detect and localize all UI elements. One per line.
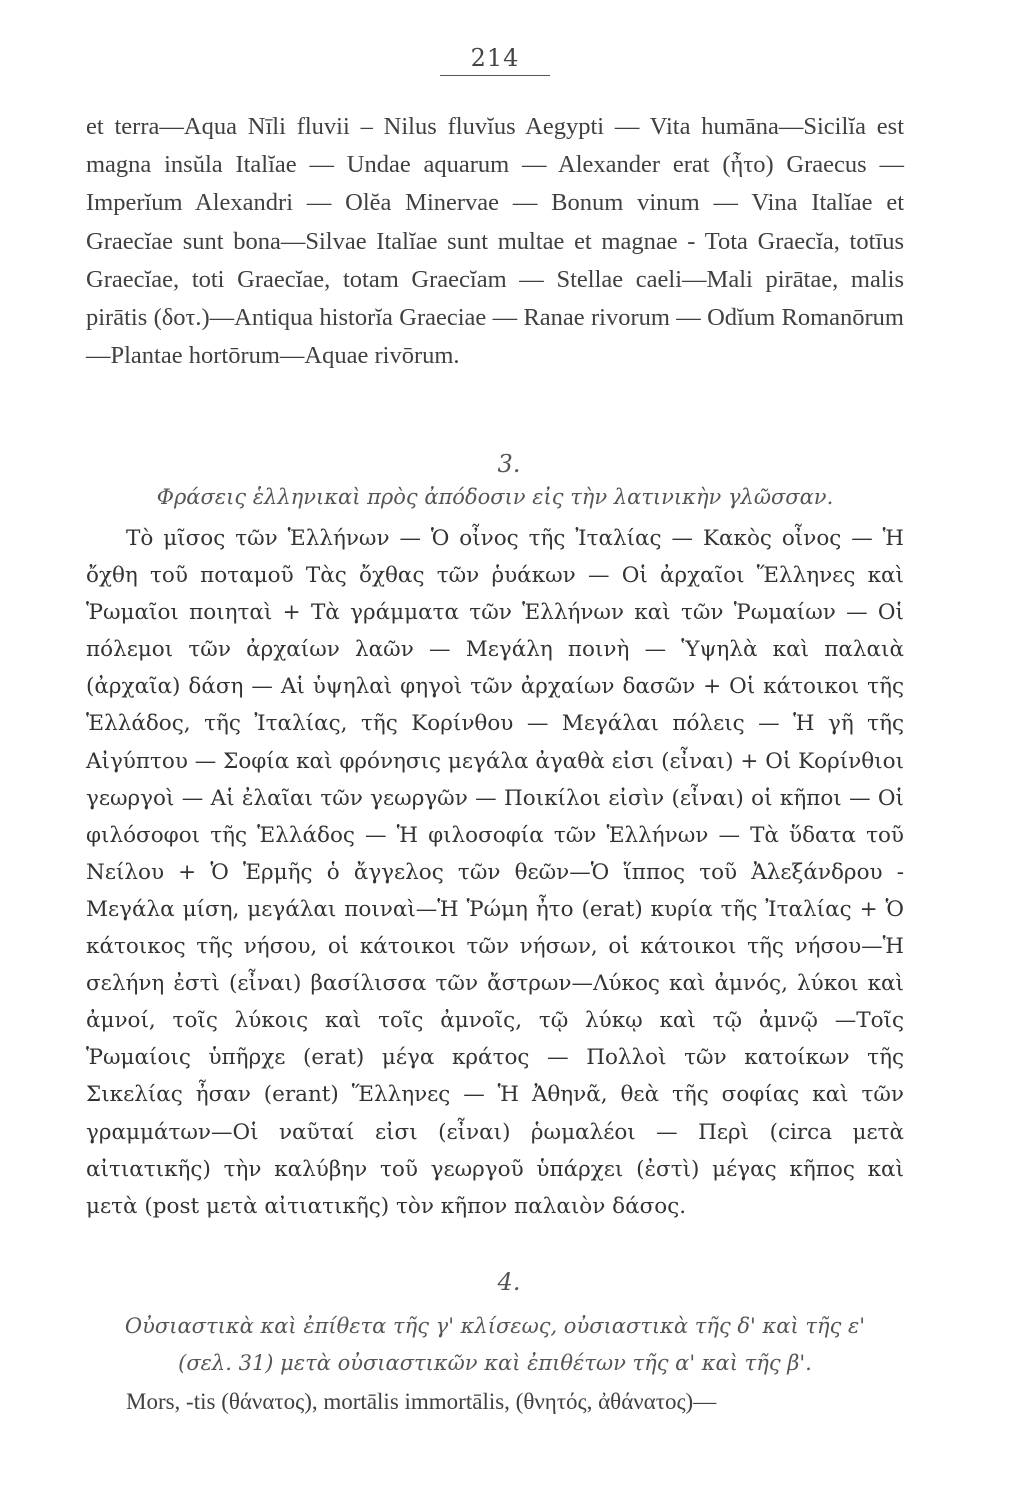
section-4-heading xyxy=(86,1308,904,1382)
page-number: 214 xyxy=(470,44,520,72)
section-3-paragraph: Τὸ μῖσος τῶν Ἑλλήνων — Ὁ οἶνος τῆς Ἰταλίας — Κακὸς οἶνος — Ἡ ὄχθη τοῦ ποταμοῦ Τὰς ὄχθας τῶν ῥυάκων — Οἱ ἀρχαῖοι Ἕλληνες καὶ Ῥωμαῖοι ποιηταὶ + Τὰ γράμματα τῶν Ἑλλήνων καὶ τῶν Ῥωμαίων — Οἱ πόλεμοι τῶν ἀρχαίων λαῶν — Μεγάλη ποινὴ — Ὑψηλὰ καὶ παλαιὰ (ἀρχαῖα) δάση — Αἱ ὑψηλαὶ φηγοὶ τῶν ἀρχαίων δασῶν + Οἱ κάτοικοι τῆς Ἑλλάδος, τῆς Ἰταλίας, τῆς Κορίνθου — Μεγάλαι πόλεις — Ἡ γῆ τῆς Αἰγύπτου — Σοφία καὶ φρόνησις μεγάλα ἀγαθὰ εἰσι (εἶναι) + Οἱ Κορίνθιοι γεωργοὶ — Αἱ ἐλαῖαι τῶν γεωργῶν — Ποικίλοι εἰσὶν (εἶναι) οἱ κῆποι — Οἱ φιλόσοφοι τῆς Ἑλλάδος — Ἡ φιλοσοφία τῶν Ἑλλήνων — Τὰ ὕδατα τοῦ Νείλου + Ὁ Ἑρμῆς ὁ ἄγγελος τῶν θεῶν—Ὁ ἵππος τοῦ Ἀλεξάνδρου - Μεγάλα μίση, μεγάλαι ποιναὶ—Ἡ Ῥώμη ἦτο (erat) κυρία τῆς Ἰταλίας + Ὁ κάτοικος τῆς νήσου, οἱ κάτοικοι τῶν νήσων, οἱ κάτοικοι τῆς νήσου—Ἡ σελήνη ἐστὶ (εἶναι) βασίλισσα τῶν ἄστρων—Λύκος καὶ ἀμνός, λύκοι καὶ ἀμνοί, τοῖς λύκοις καὶ τοῖς ἀμνοῖς, τῷ λύκῳ καὶ τῷ ἀμνῷ —Τοῖς Ῥωμαίοις ὑπῆρχε (erat) μέγα κράτος — Πολλοὶ τῶν κατοίκων τῆς Σικελίας ἦσαν (erant) Ἕλληνες — Ἡ Ἀθηνᾶ, θεὰ τῆς σοφίας καὶ τῶν γραμμάτων—Οἱ ναῦταί εἰσι (εἶναι) ῥωμαλέοι — Περὶ (circa μετὰ αἰτιατικῆς) τὴν καλύβην τοῦ γεωργοῦ ὑπάρχει (ἐστὶ) μέγας κῆπος καὶ μετὰ (post μετὰ αἰτιατικῆς) τὸν κῆπον παλαιὸν δάσος. xyxy=(86,526,904,1219)
page-number-rule xyxy=(440,75,550,76)
section-4-heading-line-2: (σελ. 31) μετὰ οὐσιαστικῶν καὶ ἐπιθέτων τῆς α' καὶ τῆς β'. xyxy=(178,1351,812,1375)
section-4-paragraph: Mors, -tis (θάνατος), mortālis immortālis, (θνητός, ἀθάνατος)— xyxy=(126,1389,717,1414)
latin-exercise-paragraph: et terra—Aqua Nīli fluvii – Nilus fluvĭus Aegypti — Vita humāna—Sicilĭa est magna insŭla Italĭae — Undae aquarum — Alexander erat (ἦτο) Graecus — Imperĭum Alexandri — Olĕa Minervae — Bonum vinum — Vina Italĭae et Graecĭae sunt bona—Silvae Italĭae sunt multae et magnae - Tota Graecĭa, totīus Graecĭae, toti Graecĭae, totam Graecĭam — Stellae caeli—Mali pirātae, malis pirātis (δοτ.)—Antiqua historĭa Graeciae — Ranae rivorum — Odĭum Romanōrum—Plantae hortōrum—Aquae rivōrum. xyxy=(86,113,904,370)
section-4-number: 4. xyxy=(497,1268,521,1296)
section-3-heading: Φράσεις ἑλληνικαὶ πρὸς ἀπόδοσιν εἰς τὴν λατινικὴν γλῶσσαν. xyxy=(156,485,834,509)
section-4-heading-line-1: Οὐσιαστικὰ καὶ ἐπίθετα τῆς γ' κλίσεως, οὐσιαστικὰ τῆς δ' καὶ τῆς ε' xyxy=(124,1314,866,1338)
section-3-number: 3. xyxy=(497,450,521,478)
